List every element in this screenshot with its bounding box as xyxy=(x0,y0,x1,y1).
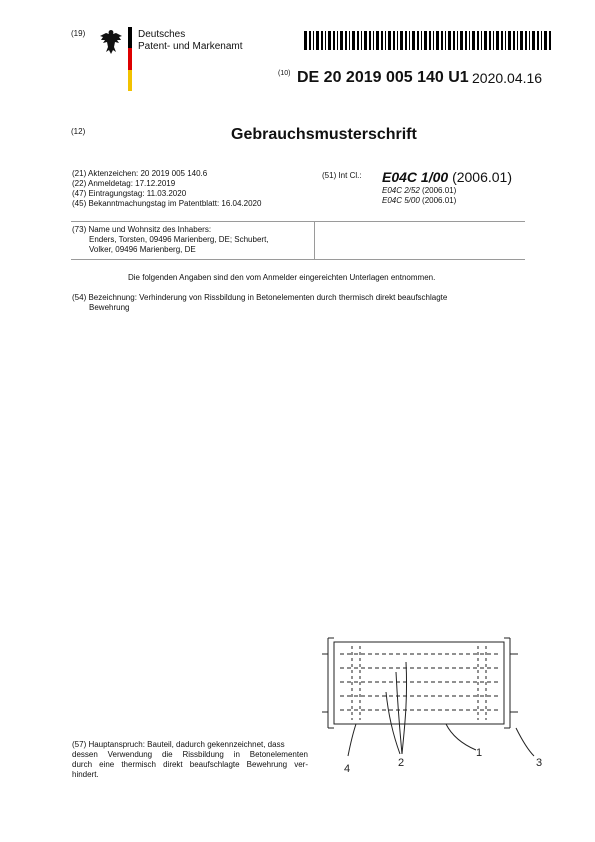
barcode-bar xyxy=(501,31,503,50)
barcode-bar xyxy=(532,31,535,50)
barcode-bar xyxy=(460,31,463,50)
owner-name-line1: Enders, Torsten, 09496 Marienberg, DE; Schubert, xyxy=(89,235,269,244)
int-cl-main-code: E04C 1/00 xyxy=(382,169,449,185)
leader-1 xyxy=(446,724,476,750)
german-flag-stripe xyxy=(128,27,132,91)
barcode-bar xyxy=(477,31,479,50)
barcode-bar xyxy=(313,31,314,50)
barcode-bar xyxy=(529,31,530,50)
office-name-line1: Deutsches xyxy=(138,29,186,40)
barcode-bar xyxy=(409,31,410,50)
barcode-bar xyxy=(493,31,494,50)
barcode-bar xyxy=(352,31,355,50)
barcode-bar xyxy=(340,31,343,50)
left-end-cap xyxy=(322,638,334,728)
owner-name-line2: Volker, 09496 Marienberg, DE xyxy=(89,245,196,254)
title-block xyxy=(72,293,447,313)
claim-line3: durch eine thermisch direkt beaufschlagte Bewehrung ver- xyxy=(72,760,308,769)
barcode-bar xyxy=(513,31,515,50)
reinforcement-verticals xyxy=(352,646,486,720)
drawing-label-3: 3 xyxy=(536,757,543,769)
divider xyxy=(314,222,315,259)
barcode-bar xyxy=(373,31,374,50)
int-cl-main xyxy=(382,169,512,185)
barcode-bar xyxy=(376,31,379,50)
barcode-bar xyxy=(385,31,386,50)
barcode-bar xyxy=(397,31,398,50)
barcode-bar xyxy=(357,31,359,50)
owner-block xyxy=(72,225,269,255)
barcode-bar xyxy=(537,31,539,50)
inid-code-10: (10) xyxy=(278,70,291,77)
barcode xyxy=(304,31,554,50)
reinforcement-lines xyxy=(340,654,498,710)
barcode-bar xyxy=(405,31,407,50)
title-line2: Bewehrung xyxy=(89,303,130,312)
document-type: Gebrauchsmusterschrift xyxy=(231,126,417,143)
main-claim xyxy=(72,740,308,780)
technical-drawing xyxy=(316,632,548,774)
leader-2 xyxy=(386,662,407,754)
barcode-bar xyxy=(525,31,527,50)
barcode-bar xyxy=(421,31,422,50)
federal-eagle-icon xyxy=(98,28,124,56)
barcode-bar xyxy=(433,31,434,50)
barcode-bar xyxy=(364,31,367,50)
right-end-cap xyxy=(504,638,518,728)
barcode-bar xyxy=(453,31,455,50)
inid-code-12: (12) xyxy=(71,127,86,136)
claim-line1: (57) Hauptanspruch: Bauteil, dadurch gekennzeichnet, dass xyxy=(72,740,285,749)
barcode-bar xyxy=(517,31,518,50)
barcode-bar xyxy=(445,31,446,50)
barcode-bar xyxy=(489,31,491,50)
office-name xyxy=(138,29,243,53)
barcode-bar xyxy=(541,31,542,50)
leader-4 xyxy=(348,724,356,756)
barcode-bar xyxy=(349,31,350,50)
barcode-bar xyxy=(400,31,403,50)
filing-date: (22) Anmeldetag: 17.12.2019 xyxy=(72,179,176,188)
barcode-bar xyxy=(496,31,499,50)
barcode-bar xyxy=(412,31,415,50)
barcode-bar xyxy=(544,31,547,50)
drawing-label-4: 4 xyxy=(344,763,351,774)
barcode-bar xyxy=(381,31,383,50)
barcode-bar xyxy=(465,31,467,50)
drawing-label-2: 2 xyxy=(398,757,405,769)
barcode-bar xyxy=(304,31,307,50)
publication-notice-date: (45) Bekanntmachungstag im Patentblatt: 16.04.2020 xyxy=(72,199,262,208)
barcode-bar xyxy=(321,31,323,50)
barcode-bar xyxy=(417,31,419,50)
barcode-bar xyxy=(481,31,482,50)
title-line1: (54) Bezeichnung: Verhinderung von Rissbildung in Betonelementen durch thermisch direkt beaufschlagte xyxy=(72,293,448,302)
int-cl-item: E04C 2/52 (2006.01) xyxy=(382,186,457,195)
leader-3 xyxy=(516,728,534,756)
barcode-bar xyxy=(549,31,551,50)
barcode-bar xyxy=(325,31,326,50)
barcode-bar xyxy=(508,31,511,50)
int-cl-main-year: (2006.01) xyxy=(452,169,512,185)
barcode-bar xyxy=(472,31,475,50)
barcode-bar xyxy=(328,31,331,50)
barcode-bar xyxy=(424,31,427,50)
notice-text: Die folgenden Angaben sind den vom Anmelder eingereichten Unterlagen entnommen. xyxy=(128,273,436,282)
barcode-bar xyxy=(388,31,391,50)
barcode-bar xyxy=(337,31,338,50)
divider xyxy=(71,221,525,222)
drawing-label-1: 1 xyxy=(476,747,483,759)
barcode-bar xyxy=(436,31,439,50)
application-number: (21) Aktenzeichen: 20 2019 005 140.6 xyxy=(72,169,208,178)
int-cl-label: (51) Int Cl.: xyxy=(322,171,362,180)
publication-date: 2020.04.16 xyxy=(472,70,543,86)
barcode-bar xyxy=(429,31,431,50)
barcode-bar xyxy=(393,31,395,50)
barcode-bar xyxy=(457,31,458,50)
barcode-bar xyxy=(309,31,311,50)
barcode-bar xyxy=(333,31,335,50)
claim-line4: hindert. xyxy=(72,770,99,779)
barcode-bar xyxy=(484,31,487,50)
barcode-bar xyxy=(520,31,523,50)
barcode-bar xyxy=(316,31,319,50)
int-cl-secondary xyxy=(382,186,456,206)
barcode-bar xyxy=(441,31,443,50)
claim-line2: dessen Verwendung die Rissbildung in Betonelementen xyxy=(72,750,308,759)
divider xyxy=(71,259,525,260)
biblio-left xyxy=(72,169,261,209)
barcode-bar xyxy=(448,31,451,50)
int-cl-item: E04C 5/00 (2006.01) xyxy=(382,196,457,205)
office-name-line2: Patent- und Markenamt xyxy=(138,41,243,52)
barcode-bar xyxy=(369,31,371,50)
barcode-bar xyxy=(361,31,362,50)
publication-number: DE 20 2019 005 140 U1 xyxy=(297,69,469,86)
registration-date: (47) Eintragungstag: 11.03.2020 xyxy=(72,189,187,198)
inid-code-19: (19) xyxy=(71,29,86,38)
barcode-bar xyxy=(505,31,506,50)
barcode-bar xyxy=(345,31,347,50)
barcode-bar xyxy=(469,31,470,50)
owner-label: (73) Name und Wohnsitz des Inhabers: xyxy=(72,225,212,234)
